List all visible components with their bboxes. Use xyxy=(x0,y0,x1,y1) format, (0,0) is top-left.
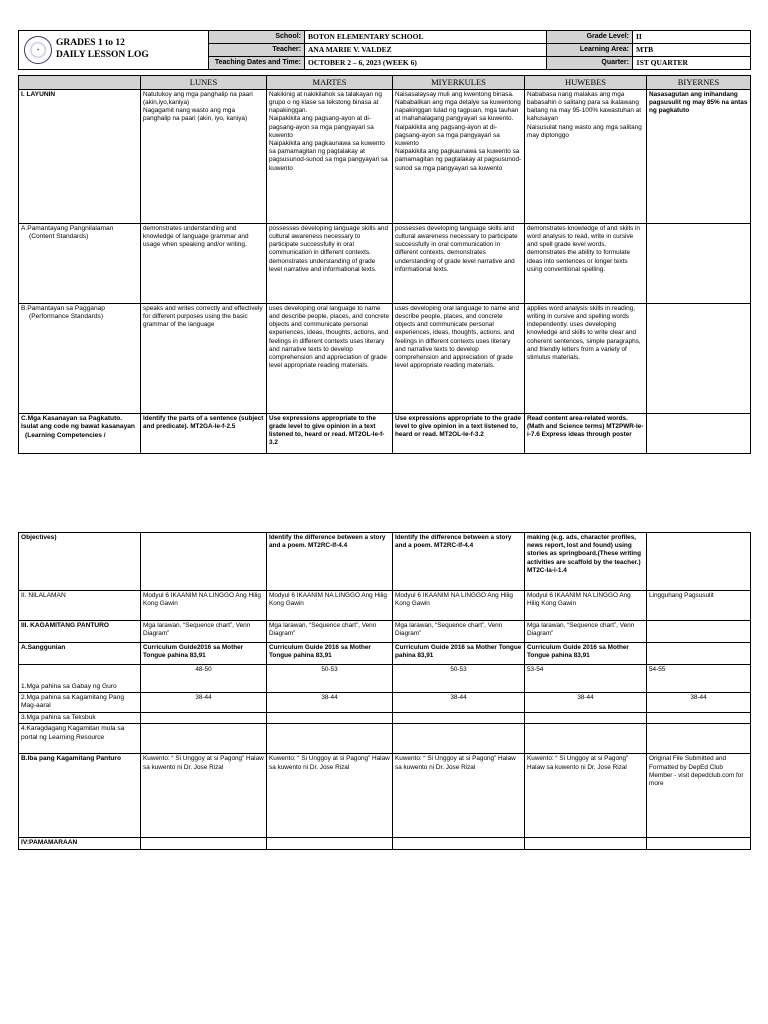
nilalaman-lunes: Modyul 6 IKAANIM NA LINGGO Ang Hilig Kong Gawin xyxy=(141,591,267,621)
pamamaraan-miyerkules xyxy=(393,838,525,849)
day-header-blank xyxy=(19,76,141,90)
table-row-kagamitan xyxy=(19,621,751,643)
iba-pa-lunes: Kuwento: “ Si Unggoy at si Pagong” Halaw sa kuwento ni Dr. Jose Rizal xyxy=(141,754,267,838)
sanggunian-biyernes xyxy=(647,643,751,665)
objectives-huwebes: making (e.g. ads, character profiles, news report, lost and found) using stories as springboard.(These writing activities are scaffold by the teacher.) MT2C-Ia-i-1.4 xyxy=(525,533,647,591)
teacher-value: ANA MARIE V. VALDEZ xyxy=(305,44,547,57)
performance-standards-martes: uses developing oral language to name and describe people, places, and concrete objects and communicate personal experiences, ideas, thoughts, actions, and feelings in different contexts uses literary and narrative texts to develop comprehension and appreciation of grade level appropriate reading materials. xyxy=(267,303,393,413)
nilalaman-martes: Modyul 6 IKAANIM NA LINGGO Ang Hilig Kong Gawin xyxy=(267,591,393,621)
competencies-lunes: Identify the parts of a sentence (subject and predicate). MT2GA-Ie-f-2.5 xyxy=(141,413,267,453)
dates-label: Teaching Dates and Time: xyxy=(209,57,305,70)
nilalaman-biyernes: Lingguhang Pagsusulit xyxy=(647,591,751,621)
objectives-miyerkules: Identify the difference between a story and a poem. MT2RC-If-4.4 xyxy=(393,533,525,591)
row-label-karagdagang: 4.Karagdagang Kagamitan mula sa portal ng Learning Resource xyxy=(19,724,141,754)
nilalaman-huwebes: Modyul 6 IKAANIM NA LINGGO Ang Hilig Kong Gawin xyxy=(525,591,647,621)
table-row-objectives xyxy=(19,533,751,591)
content-standards-huwebes: demonstrates knowledge of and skills in word analysis to read, write in cursive and spell grade level words. demonstrates the ability to formulate ideas into sentences or longer texts using conventional spelling. xyxy=(525,223,647,303)
performance-standards-huwebes: applies word analysis skills in reading, writing in cursive and spelling words independently. uses developing knowledge and skills to write clear and coherent sentences, simple paragraphs, and friendly letters from a variety of stimulus materials. xyxy=(525,303,647,413)
kagamitang-mag-aaral-lunes: 38-44 xyxy=(141,693,267,713)
layunin-huwebes: Nababasa nang malakas ang mga babasahin o salitang para sa ikalawang baitang na may 95-100% kawastuhan at kahusayan Naisusulat nang wasto ang mga salitang may diptonggo xyxy=(525,89,647,223)
grade-value: II xyxy=(633,31,751,44)
row-label-pamamaraan: IV:PAMAMARAAN xyxy=(19,838,141,849)
area-value: MTB xyxy=(633,44,751,57)
title-block xyxy=(19,31,209,70)
kagamitan-biyernes xyxy=(647,621,751,643)
gabay-guro-biyernes: 54-55 xyxy=(647,665,751,693)
layunin-martes: Nakikinig at nakikilahok sa talakayan ng grupo o ng klase sa tekstong binasa at napakinggan. Naipakikita ang pagsang-ayon at di-pagsang-ayon sa mga pangyayari sa kuwento Naipakikita ang pagkaunawa sa kuwento sa pamamagitan ng pagtalakay at pagsusunod-sunod sa mga pangyayari sa kuwento xyxy=(267,89,393,223)
karagdagang-martes xyxy=(267,724,393,754)
sanggunian-miyerkules: Curriculum Guide 2016 sa Mother Tongue pahina 83,91 xyxy=(393,643,525,665)
layunin-lunes: Natutukoy ang mga panghalip na paari (akin,iyo,kaniya) Nagagamit nang wasto ang mga panghalip na paari (akin, iyo, kaniya) xyxy=(141,89,267,223)
quarter-label: Quarter: xyxy=(547,57,633,70)
quarter-value: 1ST QUARTER xyxy=(633,57,751,70)
karagdagang-huwebes xyxy=(525,724,647,754)
day-header-lunes: LUNES xyxy=(141,76,267,90)
kagamitan-huwebes: Mga larawan, “Sequence chart”, Venn Diagram” xyxy=(525,621,647,643)
school-value: BOTON ELEMENTARY SCHOOL xyxy=(305,31,547,44)
table-row-kagamitang-mag-aaral xyxy=(19,693,751,713)
title-line-1: GRADES 1 to 12 xyxy=(56,38,125,49)
row-label-nilalaman: II. NILALAMAN xyxy=(19,591,141,621)
table-row-iba-pa xyxy=(19,754,751,838)
deped-seal-icon: ✦ xyxy=(24,36,52,64)
gabay-guro-huwebes: 53-54 xyxy=(525,665,647,693)
area-label: Learning Area: xyxy=(547,44,633,57)
sanggunian-lunes: Curriculum Guide2016 sa Mother Tongue pahina 83,91 xyxy=(141,643,267,665)
performance-standards-biyernes xyxy=(647,303,751,413)
karagdagang-miyerkules xyxy=(393,724,525,754)
content-standards-biyernes xyxy=(647,223,751,303)
competencies-miyerkules: Use expressions appropriate to the grade level to give opinion in a text listened to, heard or read. MT2OL-Ie-f-3.2 xyxy=(393,413,525,453)
performance-standards-miyerkules: uses developing oral language to name and describe people, places, and concrete objects and communicate personal experiences, ideas, thoughts, actions, and feelings in different contexts uses literary and narrative texts to develop comprehension and appreciation of grade level appropriate reading materials. xyxy=(393,303,525,413)
teacher-label: Teacher: xyxy=(209,44,305,57)
competencies-martes: Use expressions appropriate to the grade level to give opinion in a text listened to, heard or read. MT2OL-Ie-f-3.2 xyxy=(267,413,393,453)
dates-value: OCTOBER 2 – 6, 2023 (WEEK 6) xyxy=(305,57,547,70)
kagamitang-mag-aaral-miyerkules: 38-44 xyxy=(393,693,525,713)
content-standards-martes: possesses developing language skills and cultural awareness necessary to participate successfully in oral communication in different contexts. demonstrates understanding of grade level narrative and informational texts. xyxy=(267,223,393,303)
competencies-biyernes xyxy=(647,413,751,453)
table-row-sanggunian xyxy=(19,643,751,665)
nilalaman-miyerkules: Modyul 6 IKAANIM NA LINGGO Ang Hilig Kong Gawin xyxy=(393,591,525,621)
row-label-performance-standards: B.Pamantayan sa Pagganap (Performance Standards) xyxy=(19,303,141,413)
content-standards-miyerkules: possesses developing language skills and cultural awareness necessary to participate successfully in oral communication in different contexts. demonstrates understanding of grade level narrative and informational texts. xyxy=(393,223,525,303)
kagamitang-mag-aaral-biyernes: 38-44 xyxy=(647,693,751,713)
content-standards-lunes: demonstrates understanding and knowledge of language grammar and usage when speaking and/or writing. xyxy=(141,223,267,303)
day-header-biyernes: BIYERNES xyxy=(647,76,751,90)
pamamaraan-huwebes xyxy=(525,838,647,849)
lesson-table-1 xyxy=(18,75,751,454)
competencies-huwebes: Read content area-related words. (Math and Science terms) MT2PWR-Ie-i-7.6 Express ideas through poster xyxy=(525,413,647,453)
row-label-iba-pa: B.Iba pang Kagamitang Panturo xyxy=(19,754,141,838)
kagamitan-martes: Mga larawan, “Sequence chart”, Venn Diagram” xyxy=(267,621,393,643)
lesson-log-page-2 xyxy=(18,532,750,850)
gabay-guro-lunes: 48-50 xyxy=(141,665,267,693)
gabay-guro-miyerkules: 50-53 xyxy=(393,665,525,693)
row-label-competencies: C.Mga Kasanayan sa Pagkatuto. Isulat ang code ng bawat kasanayan (Learning Competencies / xyxy=(19,413,141,453)
row-label-gabay-guro: 1.Mga pahina sa Gabay ng Guro xyxy=(19,665,141,693)
table-row-performance-standards xyxy=(19,303,751,413)
kagamitan-miyerkules: Mga larawan, “Sequence chart”, Venn Diagram” xyxy=(393,621,525,643)
teksbuk-lunes xyxy=(141,713,267,724)
row-label-teksbuk: 3.Mga pahina sa Teksbuk xyxy=(19,713,141,724)
kagamitan-lunes: Mga larawan, “Sequence chart”, Venn Diagram” xyxy=(141,621,267,643)
row-label-kagamitan: III. KAGAMITANG PANTURO xyxy=(19,621,141,643)
table-row-competencies xyxy=(19,413,751,453)
lesson-table-2 xyxy=(18,532,751,850)
table-row-teksbuk xyxy=(19,713,751,724)
teksbuk-miyerkules xyxy=(393,713,525,724)
pamamaraan-martes xyxy=(267,838,393,849)
performance-standards-lunes: speaks and writes correctly and effectively for different purposes using the basic grammar of the language xyxy=(141,303,267,413)
row-label-sanggunian: A.Sanggunian xyxy=(19,643,141,665)
title-line-2: DAILY LESSON LOG xyxy=(56,50,149,60)
row-label-objectives: Objectives) xyxy=(19,533,141,591)
teksbuk-martes xyxy=(267,713,393,724)
teksbuk-biyernes xyxy=(647,713,751,724)
teksbuk-huwebes xyxy=(525,713,647,724)
lesson-log-page-1 xyxy=(18,30,750,454)
table-row-pamamaraan xyxy=(19,838,751,849)
row-label-content-standards: A.Pamantayang Pangnilalaman (Content Standards) xyxy=(19,223,141,303)
iba-pa-biyernes: Original File Submitted and Formatted by DepEd Club Member - visit depedclub.com for more xyxy=(647,754,751,838)
pamamaraan-lunes xyxy=(141,838,267,849)
layunin-biyernes: Nasasagutan ang inihandang pagsusulit ng may 85% na antas ng pagkatuto xyxy=(647,89,751,223)
iba-pa-miyerkules: Kuwento: “ Si Unggoy at si Pagong” Halaw sa kuwento ni Dr. Jose Rizal xyxy=(393,754,525,838)
table-row-nilalaman xyxy=(19,591,751,621)
row-label-kagamitang-mag-aaral: 2.Mga pahina sa Kagamitang Pang Mag-aaral xyxy=(19,693,141,713)
objectives-biyernes xyxy=(647,533,751,591)
pamamaraan-biyernes xyxy=(647,838,751,849)
table-row-gabay-guro xyxy=(19,665,751,693)
school-label: School: xyxy=(209,31,305,44)
kagamitang-mag-aaral-huwebes: 38-44 xyxy=(525,693,647,713)
table-row-content-standards xyxy=(19,223,751,303)
iba-pa-martes: Kuwento: “ Si Unggoy at si Pagong” Halaw sa kuwento ni Dr. Jose Rizal xyxy=(267,754,393,838)
objectives-lunes xyxy=(141,533,267,591)
objectives-martes: Identify the difference between a story and a poem. MT2RC-If-4.4 xyxy=(267,533,393,591)
row-label-layunin: I. LAYUNIN xyxy=(19,89,141,223)
day-header-martes: MARTES xyxy=(267,76,393,90)
iba-pa-huwebes: Kuwento: “ Si Unggoy at si Pagong” Halaw sa kuwento ni Dr. Jose Rizal xyxy=(525,754,647,838)
sanggunian-martes: Curriculum Guide 2016 sa Mother Tongue pahina 83,91 xyxy=(267,643,393,665)
grade-label: Grade Level: xyxy=(547,31,633,44)
table-row-layunin xyxy=(19,89,751,223)
layunin-miyerkules: Naisasalaysay muli ang kwentong binasa. Nababalikan ang mga detalye sa kuwentong napakinggan tulad ng tagpuan, mga tauhan at mahahalagang pangyayari sa kuwento. Naipakikita ang pagsang-ayon at di-pagsang-ayon sa mga pangyayari sa kuwento Naipakikita ang pagkaunawa sa kuwento sa pamamagitan ng pagtalakay at pagsusunod-sunod sa mga pangyayari sa kuwento xyxy=(393,89,525,223)
karagdagang-biyernes xyxy=(647,724,751,754)
karagdagang-lunes xyxy=(141,724,267,754)
header-table xyxy=(18,30,751,70)
gabay-guro-martes: 50-53 xyxy=(267,665,393,693)
day-header-row xyxy=(19,76,751,90)
sanggunian-huwebes: Curriculum Guide 2016 sa Mother Tongue pahina 83,91 xyxy=(525,643,647,665)
day-header-huwebes: HUWEBES xyxy=(525,76,647,90)
kagamitang-mag-aaral-martes: 38-44 xyxy=(267,693,393,713)
table-row-karagdagang xyxy=(19,724,751,754)
day-header-miyerkules: MIYERKULES xyxy=(393,76,525,90)
